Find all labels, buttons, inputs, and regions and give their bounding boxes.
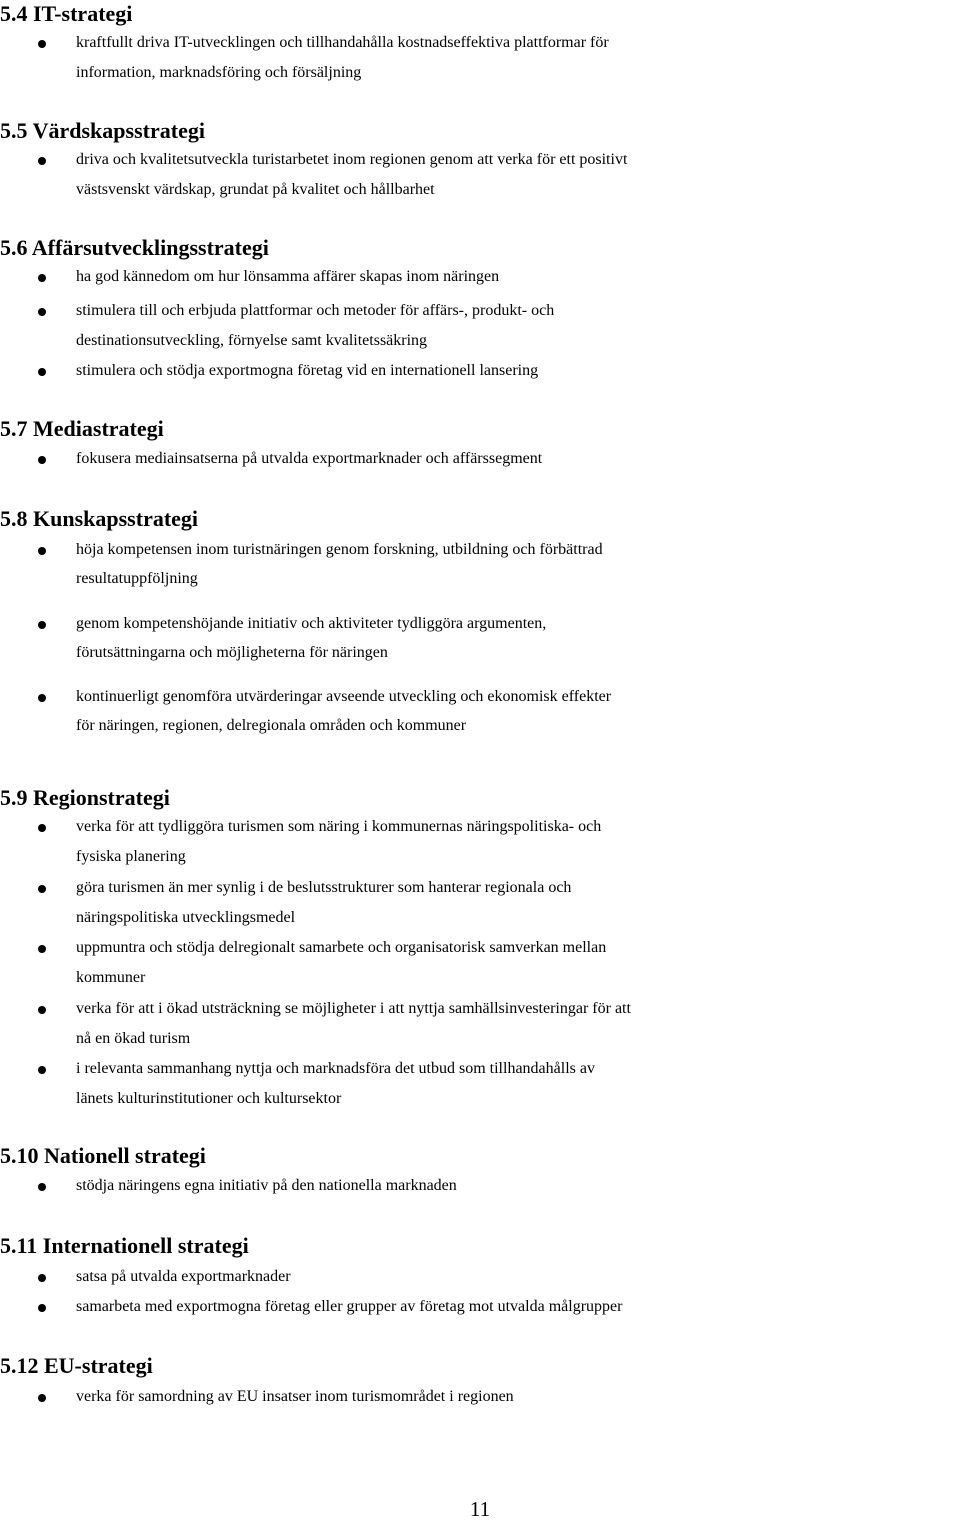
section-heading [0, 1142, 206, 1170]
list-item-line: kontinuerligt genomföra utvärderingar avseende utveckling och ekonomisk effekter [76, 688, 612, 705]
list-item-line: uppmuntra och stödja delregionalt samarbete och organisatorisk samverkan mellan [76, 939, 607, 956]
section-title: IT-strategi [33, 1, 133, 26]
list-item-line: verka för att i ökad utsträckning se möjligheter i att nyttja samhällsinvesteringar för att [76, 1000, 631, 1017]
list-item-line: i relevanta sammanhang nyttja och marknadsföra det utbud som tillhandahålls av [76, 1060, 595, 1077]
section-number: 5.5 [0, 118, 28, 143]
bullet-icon [38, 547, 46, 555]
section-title: Mediastrategi [33, 416, 164, 441]
section-number: 5.4 [0, 1, 28, 26]
section-heading [0, 784, 170, 812]
bullet-icon [38, 157, 46, 165]
section-number: 5.9 [0, 785, 28, 810]
bullet-icon [38, 1183, 46, 1191]
list-item-line: genom kompetenshöjande initiativ och aktiviteter tydliggöra argumenten, [76, 615, 547, 632]
bullet-icon [38, 40, 46, 48]
section-heading [0, 117, 205, 145]
list-item-line: västsvenskt värdskap, grundat på kvalitet och hållbarhet [76, 180, 435, 198]
bullet-icon [38, 885, 46, 893]
section-title: Internationell strategi [42, 1233, 249, 1258]
list-item-line: driva och kvalitetsutveckla turistarbetet inom regionen genom att verka för ett positivt [76, 151, 628, 168]
list-item-line: information, marknadsföring och försäljning [76, 63, 362, 81]
section-title: Affärsutvecklingsstrategi [31, 235, 269, 260]
section-heading [0, 1352, 153, 1380]
section-number: 5.6 [0, 235, 28, 260]
section-heading [0, 1232, 249, 1260]
section-number: 5.7 [0, 416, 28, 441]
list-item-line: fokusera mediainsatserna på utvalda exportmarknader och affärssegment [76, 450, 543, 467]
bullet-icon [38, 368, 46, 376]
list-item-line: verka för samordning av EU insatser inom turismområdet i regionen [76, 1388, 514, 1405]
list-item-line: höja kompetensen inom turistnäringen genom forskning, utbildning och förbättrad [76, 541, 603, 558]
list-item-line: ha god kännedom om hur lönsamma affärer skapas inom näringen [76, 268, 500, 285]
section-number: 5.11 [0, 1233, 38, 1258]
bullet-icon [38, 694, 46, 702]
section-number: 5.10 [0, 1143, 39, 1168]
bullet-icon [38, 1066, 46, 1074]
list-item-line: förutsättningarna och möjligheterna för näringen [76, 644, 388, 661]
bullet-icon [38, 945, 46, 953]
section-heading [0, 0, 132, 28]
section-number: 5.12 [0, 1353, 39, 1378]
list-item-line: fysiska planering [76, 847, 186, 865]
page-number: 11 [469, 1497, 491, 1521]
section-heading [0, 234, 269, 262]
list-item-line: samarbeta med exportmogna företag eller grupper av företag mot utvalda målgrupper [76, 1298, 623, 1315]
bullet-icon [38, 274, 46, 282]
section-title: Regionstrategi [33, 785, 170, 810]
list-item-line: verka för att tydliggöra turismen som näring i kommunernas näringspolitiska- och [76, 818, 602, 835]
section-title: EU-strategi [44, 1353, 153, 1378]
list-item-line: kommuner [76, 968, 146, 986]
bullet-icon [38, 621, 46, 629]
section-title: Värdskapsstrategi [32, 118, 205, 143]
list-item-line: nå en ökad turism [76, 1029, 191, 1047]
list-item-line: göra turismen än mer synlig i de beslutsstrukturer som hanterar regionala och [76, 879, 572, 896]
section-heading [0, 415, 164, 443]
bullet-icon [38, 824, 46, 832]
list-item-line: satsa på utvalda exportmarknader [76, 1268, 291, 1285]
bullet-icon [38, 1006, 46, 1014]
list-item-line: stimulera till och erbjuda plattformar och metoder för affärs-, produkt- och [76, 302, 555, 319]
bullet-icon [38, 1274, 46, 1282]
list-item-line: näringspolitiska utvecklingsmedel [76, 908, 296, 926]
bullet-icon [38, 308, 46, 316]
list-item-line: kraftfullt driva IT-utvecklingen och tillhandahålla kostnadseffektiva plattformar för [76, 34, 609, 51]
list-item-line: stimulera och stödja exportmogna företag vid en internationell lansering [76, 362, 539, 379]
section-title: Nationell strategi [44, 1143, 206, 1168]
section-title: Kunskapsstrategi [33, 506, 199, 531]
bullet-icon [38, 1304, 46, 1312]
bullet-icon [38, 456, 46, 464]
bullet-icon [38, 1394, 46, 1402]
section-number: 5.8 [0, 506, 28, 531]
list-item-line: för näringen, regionen, delregionala områden och kommuner [76, 717, 467, 734]
list-item-line: destinationsutveckling, förnyelse samt kvalitetssäkring [76, 331, 428, 349]
list-item-line: stödja näringens egna initiativ på den nationella marknaden [76, 1177, 457, 1194]
list-item-line: länets kulturinstitutioner och kultursektor [76, 1089, 342, 1107]
list-item-line: resultatuppföljning [76, 570, 198, 587]
section-heading [0, 505, 198, 533]
